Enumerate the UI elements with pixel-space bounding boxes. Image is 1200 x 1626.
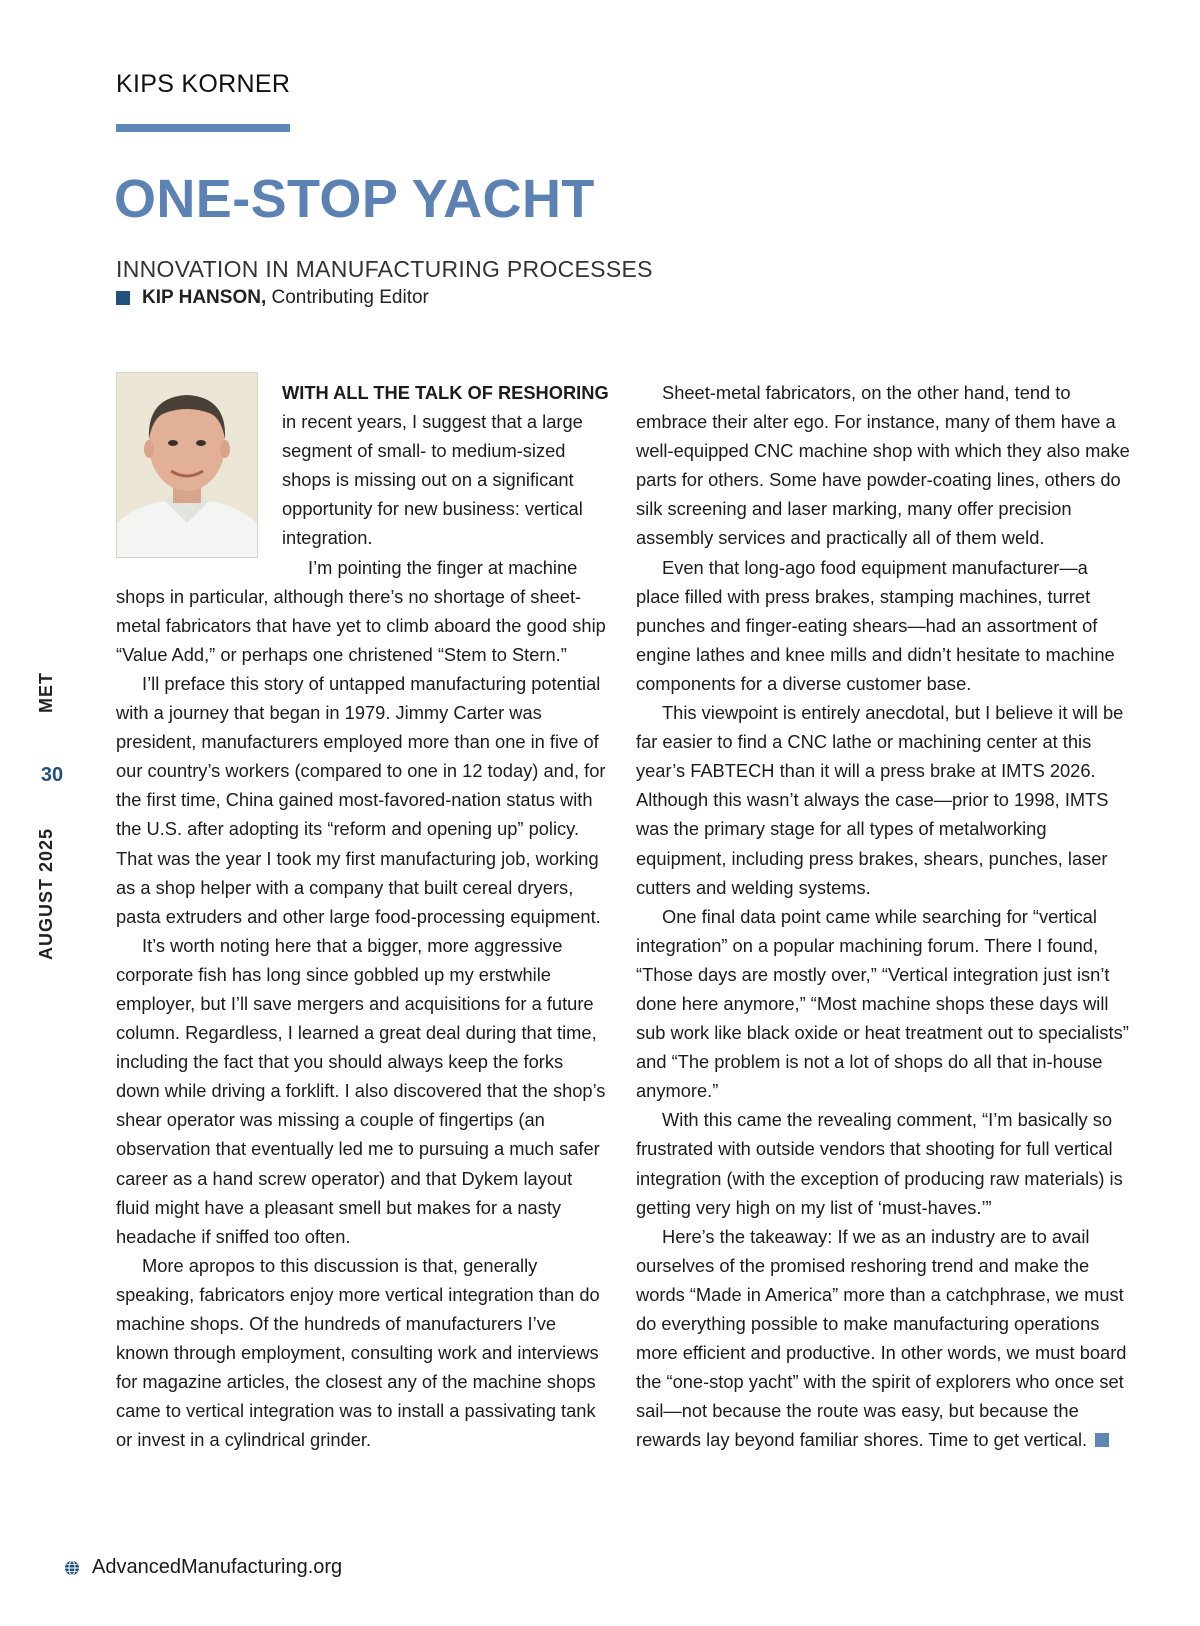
author-role: Contributing Editor xyxy=(266,287,429,308)
lead-rest: in recent years, I suggest that a large segment of small- to medium-sized shops is missing out on a significant opportunity for new business: vertical integration. xyxy=(282,411,583,549)
final-text: Here’s the takeaway: If we as an industry are to avail ourselves of the promised reshoring trend and make the words “Made in America” more than a catchphrase, we must do everything possible to make manufacturing operations more efficient and productive. In other words, we must board the “one-stop yacht” with the spirit of explorers who once set sail—not because the route was easy, but because the rewards lay beyond familiar shores. Time to get vertical. xyxy=(636,1225,1127,1451)
final-paragraph xyxy=(636,1222,1130,1455)
paragraph: Even that long-ago food equipment manufacturer—a place filled with press brakes, stamping machines, turret punches and finger-eating shears—had an assortment of engine lathes and knee mills and didn’t hesitate to machine components for a diverse customer base. xyxy=(636,556,1115,694)
section-rule xyxy=(116,124,290,132)
footer-url[interactable]: AdvancedManufacturing.org xyxy=(92,1556,343,1578)
article-column-right xyxy=(636,378,1130,1454)
paragraph: I’ll preface this story of untapped manufacturing potential with a journey that began in 1979. Jimmy Carter was president, manufacturers employed more than one in five of our country’s workers (compared to one in 12 today) and, for the first time, China gained most-favored-nation status with the U.S. after adopting its “reform and opening up” policy. That was the year I took my first manufacturing job, working as a shop helper with a company that built cereal dryers, pasta extruders and other large food-processing equipment. xyxy=(116,672,606,927)
end-mark-icon xyxy=(1095,1433,1109,1447)
paragraph: More apropos to this discussion is that, generally speaking, fabricators enjoy more vertical integration than do machine shops. Of the hundreds of manufacturers I’ve known through employment, consulting work and interviews for magazine articles, the closest any of the machine shops came to vertical integration was to install a passivating tank or invest in a cylindrical grinder. xyxy=(116,1254,600,1451)
lead-caps: WITH ALL THE TALK OF RESHORING xyxy=(282,382,609,403)
paragraph: One final data point came while searching for “vertical integration” on a popular machining forum. There I found, “Those days are mostly over,” “Vertical integration just isn’t done here anymore,” “Most machine shops these days will sub work like black oxide or heat treatment out to specialists” and “The problem is not a lot of shops do all that in-house anymore.” xyxy=(636,905,1129,1102)
paragraph: This viewpoint is entirely anecdotal, but I believe it will be far easier to find a CNC lathe or machining center at this year’s FABTECH than it will a press brake at IMTS 2026. Although this wasn’t always the case—prior to 1998, IMTS was the primary stage for all types of metalworking equipment, including press brakes, shears, punches, laser cutters and welding systems. xyxy=(636,702,1124,898)
paragraph: It’s worth noting here that a bigger, more aggressive corporate fish has long since gobbled up my erstwhile employer, but I’ll save mergers and acquisitions for a future column. Regardless, I learned a great deal during that time, including the fact that you should always keep the forks down while driving a forklift. I also discovered that the shop’s shear operator was missing a couple of fingertips (an observation that eventually led me to pursuing a much safer career as a hand screw operator) and that Dykem layout fluid might have a pleasant smell but makes for a nasty headache if sniffed too often. xyxy=(116,934,606,1247)
article-subtitle: INNOVATION IN MANUFACTURING PROCESSES xyxy=(116,256,653,282)
author-name: KIP HANSON, xyxy=(142,287,267,308)
article-title: ONE-STOP YACHT xyxy=(114,169,595,229)
paragraph: Sheet-metal fabricators, on the other hand, tend to embrace their alter ego. For instance, many of them have a well-equipped CNC machine shop with which they also make parts for others. Some have powder-coating lines, others do silk screening and laser marking, many offer precision assembly services and practically all of them weld. xyxy=(636,382,1130,549)
footer xyxy=(64,1556,342,1579)
issue-date: AUGUST 2025 xyxy=(36,827,56,961)
byline xyxy=(116,287,429,309)
author-photo xyxy=(116,372,258,558)
paragraph: I’m pointing the finger at machine shops in particular, although there’s no shortage of sheet-metal fabricators that have yet to climb aboard the good ship “Value Add,” or perhaps one christened “Stem to Stern.” xyxy=(116,556,606,665)
byline-square-icon xyxy=(116,291,130,305)
page-sidebar xyxy=(36,660,66,980)
page-number: 30 xyxy=(40,764,64,786)
paragraph: With this came the revealing comment, “I’m basically so frustrated with outside vendors that shooting for full vertical integration (with the exception of producing raw materials) is getting very high on my list of ‘must-haves.’” xyxy=(636,1109,1123,1218)
article-column-left xyxy=(116,378,610,1454)
globe-icon xyxy=(64,1560,80,1576)
section-label: KIPS KORNER xyxy=(116,70,291,98)
publication-name: MET xyxy=(36,672,56,714)
